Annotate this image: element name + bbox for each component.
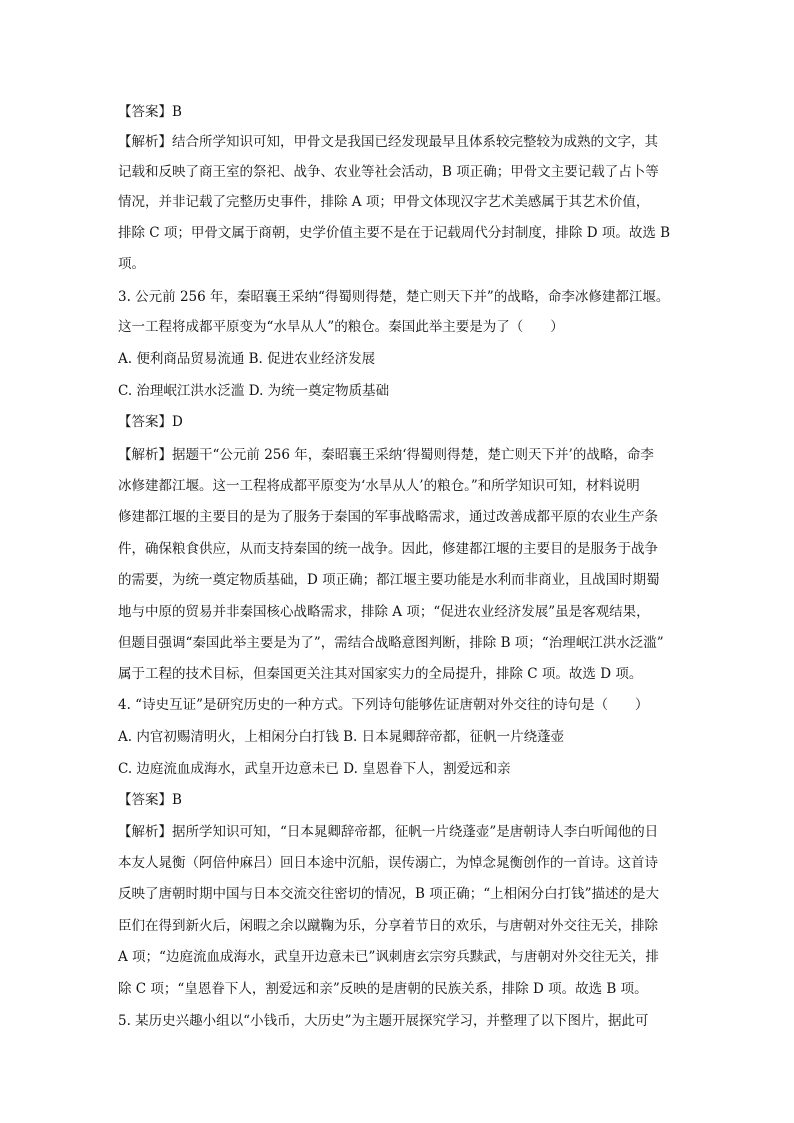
option-line: A. 便利商品贸易流通 B. 促进农业经济发展 xyxy=(118,351,376,367)
question-3-line: 3. 公元前 256 年，秦昭襄王采纳“得蜀则得楚，楚亡则天下并”的战略，命李冰修建都江堰。 xyxy=(118,289,670,305)
option-line: C. 边庭流血成海水，武皇开边意未已 D. 皇恩眷下人，割爱远和亲 xyxy=(118,761,511,777)
analysis-line: 修建都江堰的主要目的是为了服务于秦国的军事战略需求，通过改善成都平原的农业生产条 xyxy=(118,509,658,525)
analysis-line: 属于工程的技术目标，但秦国更关注其对国家实力的全局提升，排除 C 项。故选 D 项。 xyxy=(118,666,643,682)
answer-line: 【答案】B xyxy=(118,104,182,120)
analysis-line: 【解析】结合所学知识可知，甲骨文是我国已经发现最早且体系较完整较为成熟的文字，其 xyxy=(118,134,658,150)
option-line: A. 内官初赐清明火，上相闲分白打钱 B. 日本晁卿辞帝都，征帆一片绕蓬壶 xyxy=(118,729,565,745)
analysis-line: 排除 C 项；甲骨文属于商朝，史学价值主要不是在于记载周代分封制度，排除 D 项。故选 B xyxy=(118,225,671,241)
analysis-line: 【解析】据题干“公元前 256 年，秦昭襄王采纳‘得蜀则得楚，楚亡则天下并’的战略，命李 xyxy=(118,447,654,463)
answer-line: 【答案】D xyxy=(118,414,183,430)
analysis-line: 情况，并非记载了完整历史事件，排除 A 项；甲骨文体现汉字艺术美感属于其艺术价值， xyxy=(118,194,650,210)
analysis-line: 冰修建都江堰。这一工程将成都平原变为‘水旱从人’的粮仓。”和所学知识可知，材料说明 xyxy=(118,478,640,494)
question-5-line: 5. 某历史兴趣小组以“小钱币，大历史”为主题开展探究学习，并整理了以下图片，据此可 xyxy=(118,1013,649,1029)
analysis-line: 的需要，为统一奠定物质基础，D 项正确；都江堰主要功能是水利而非商业，且战国时期蜀 xyxy=(118,572,660,588)
analysis-line: 本友人晁衡（阿倍仲麻吕）回日本途中沉船，误传溺亡，为悼念晁衡创作的一首诗。这首诗 xyxy=(118,855,658,871)
analysis-line: 记载和反映了商王室的祭祀、战争、农业等社会活动，B 项正确；甲骨文主要记载了占卜等 xyxy=(118,164,659,180)
question-3-line: 这一工程将成都平原变为“水旱从人”的粮仓。秦国此举主要是为了（ ） xyxy=(118,319,564,335)
option-line: C. 治理岷江洪水泛滥 D. 为统一奠定物质基础 xyxy=(118,383,390,399)
analysis-line: 除 C 项；“皇恩眷下人，割爱远和亲”反映的是唐朝的民族关系，排除 D 项。故选 B 项。 xyxy=(118,981,648,997)
analysis-line: 臣们在得到新火后，闲暇之余以蹴鞠为乐，分享着节日的欢乐，与唐朝对外交往无关，排除 xyxy=(118,918,658,934)
analysis-line: 但题目强调“秦国此举主要是为了”，需结合战略意图判断，排除 B 项；“治理岷江洪水泛滥” xyxy=(118,635,664,651)
analysis-line: A 项；“边庭流血成海水，武皇开边意未已”讽刺唐玄宗穷兵黩武，与唐朝对外交往无关，排 xyxy=(118,949,659,965)
analysis-line: 反映了唐朝时期中国与日本交流交往密切的情况，B 项正确；“上相闲分白打钱”描述的是大 xyxy=(118,886,660,902)
analysis-line: 项。 xyxy=(118,256,145,272)
analysis-line: 地与中原的贸易并非秦国核心战略需求，排除 A 项；“促进农业经济发展”虽是客观结果， xyxy=(118,604,650,620)
answer-line: 【答案】B xyxy=(118,792,182,808)
analysis-line: 件，确保粮食供应，从而支持秦国的统一战争。因此，修建都江堰的主要目的是服务于战争 xyxy=(118,541,658,557)
analysis-line: 【解析】据所学知识可知，“日本晁卿辞帝都，征帆一片绕蓬壶”是唐朝诗人李白听闻他的日 xyxy=(118,824,659,840)
question-4-line: 4. “诗史互证”是研究历史的一种方式。下列诗句能够佐证唐朝对外交往的诗句是（ ） xyxy=(118,697,649,713)
